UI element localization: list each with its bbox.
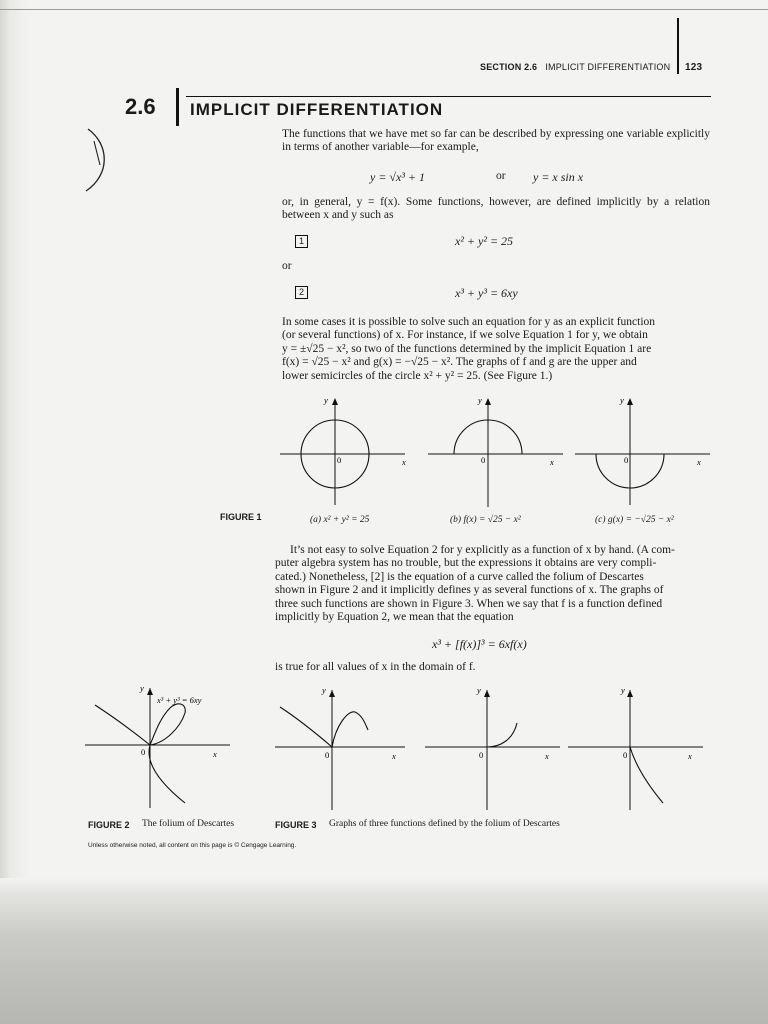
- svg-text:y: y: [620, 395, 624, 405]
- paragraph-line: lower semicircles of the circle x² + y² = 25. (See Figure 1.): [282, 369, 553, 382]
- header-section: SECTION 2.6: [480, 62, 538, 72]
- section-number: 2.6: [125, 94, 156, 119]
- figure3-label: FIGURE 3: [275, 820, 317, 830]
- figure1a-caption: (a) x² + y² = 25: [310, 515, 370, 525]
- intro-paragraph: The functions that we have met so far can be described by expressing one variable explicitly in terms of another variable—for example,: [282, 128, 710, 154]
- paragraph-explicit-functions: [282, 316, 710, 383]
- running-header: [480, 62, 703, 73]
- page-number: 123: [685, 62, 703, 73]
- svg-text:0: 0: [624, 455, 629, 465]
- svg-text:0: 0: [481, 455, 486, 465]
- svg-text:0: 0: [337, 455, 342, 465]
- equation-2: x³ + y³ = 6xy: [455, 286, 518, 300]
- paragraph-folium: [275, 544, 707, 624]
- figure2-caption: The folium of Descartes: [142, 819, 235, 829]
- equation-3: x³ + [f(x)]³ = 6xf(x): [432, 637, 527, 651]
- figure1b-upper-semicircle-graph: [428, 395, 568, 510]
- figure1b-caption: (b) f(x) = √25 − x²: [450, 515, 521, 525]
- section-title: IMPLICIT DIFFERENTIATION: [190, 100, 444, 119]
- svg-text:y: y: [324, 395, 328, 405]
- section-divider: [176, 88, 179, 126]
- example-eq-left: y = √x³ + 1: [370, 170, 426, 184]
- figure1c-lower-semicircle-graph: [575, 395, 715, 510]
- scan-edge-left: [0, 0, 30, 1024]
- svg-text:0: 0: [479, 750, 484, 760]
- or-word: or: [282, 260, 292, 272]
- figure3-function3-graph: [568, 685, 708, 815]
- section-rule: [186, 96, 711, 97]
- paragraph-line: f(x) = √25 − x² and g(x) = −√25 − x². The graphs of f and g are the upper and: [282, 356, 637, 369]
- figure3-function1-graph: [270, 685, 410, 815]
- general-paragraph: or, in general, y = f(x). Some functions, however, are defined implicitly by a relation between x and y such as: [282, 196, 710, 222]
- example-eq-right: y = x sin x: [533, 170, 584, 184]
- header-divider: [677, 18, 679, 74]
- paragraph-line: (or several functions) of x. For instance, if we solve Equation 1 for y, we obtain: [282, 329, 648, 342]
- svg-text:x: x: [402, 457, 406, 467]
- equation-number-2: 2: [295, 286, 308, 299]
- svg-text:y: y: [477, 685, 481, 695]
- svg-text:x: x: [688, 751, 692, 761]
- figure3-caption: Graphs of three functions defined by the folium of Descartes: [329, 819, 560, 829]
- paragraph-line: shown in Figure 2 and it implicitly defines y as several functions of x. The graphs of: [275, 584, 664, 597]
- domain-paragraph: is true for all values of x in the domain of f.: [275, 661, 476, 673]
- figure2-label: FIGURE 2: [88, 820, 130, 830]
- svg-text:0: 0: [325, 750, 330, 760]
- paragraph-line: puter algebra system has no trouble, but the expressions it obtains are very compli-: [275, 557, 657, 570]
- svg-text:0: 0: [141, 747, 146, 757]
- svg-text:y: y: [621, 685, 625, 695]
- svg-text:y: y: [322, 685, 326, 695]
- header-title: IMPLICIT DIFFERENTIATION: [545, 62, 671, 72]
- paragraph-line: In some cases it is possible to solve such an equation for y as an explicit function: [282, 316, 656, 328]
- svg-text:x³ + y³ = 6xy: x³ + y³ = 6xy: [157, 695, 202, 705]
- svg-text:x: x: [697, 457, 701, 467]
- figure3-function2-graph: [425, 685, 565, 815]
- figure1c-caption: (c) g(x) = −√25 − x²: [595, 515, 674, 525]
- equation-1: x² + y² = 25: [455, 234, 514, 248]
- scan-top-rule: [0, 9, 768, 10]
- svg-text:x: x: [550, 457, 554, 467]
- svg-text:x: x: [545, 751, 549, 761]
- svg-text:y: y: [478, 395, 482, 405]
- paragraph-line: y = ±√25 − x², so two of the functions determined by the implicit Equation 1 are: [282, 342, 652, 355]
- paragraph-line: It’s not easy to solve Equation 2 for y explicitly as a function of x by hand. (A com-: [290, 544, 675, 556]
- svg-text:x: x: [213, 749, 217, 759]
- svg-text:y: y: [140, 683, 144, 693]
- paragraph-line: three such functions are shown in Figure 3. When we say that f is a function defined: [275, 597, 663, 610]
- handwritten-mark: [80, 125, 120, 195]
- scan-bottom-shadow: [0, 878, 768, 1024]
- svg-text:x: x: [392, 751, 396, 761]
- figure1a-circle-graph: [280, 395, 410, 510]
- example-eq-or: or: [496, 170, 506, 182]
- figure2-folium-graph: [85, 683, 235, 813]
- equation-number-1: 1: [295, 235, 308, 248]
- paragraph-line: implicitly by Equation 2, we mean that the equation: [275, 611, 514, 624]
- copyright-footer: Unless otherwise noted, all content on this page is © Cengage Learning.: [88, 842, 297, 849]
- svg-text:0: 0: [623, 750, 628, 760]
- figure1-label: FIGURE 1: [220, 512, 262, 522]
- paragraph-line: cated.) Nonetheless, [2] is the equation of a curve called the folium of Descartes: [275, 570, 644, 583]
